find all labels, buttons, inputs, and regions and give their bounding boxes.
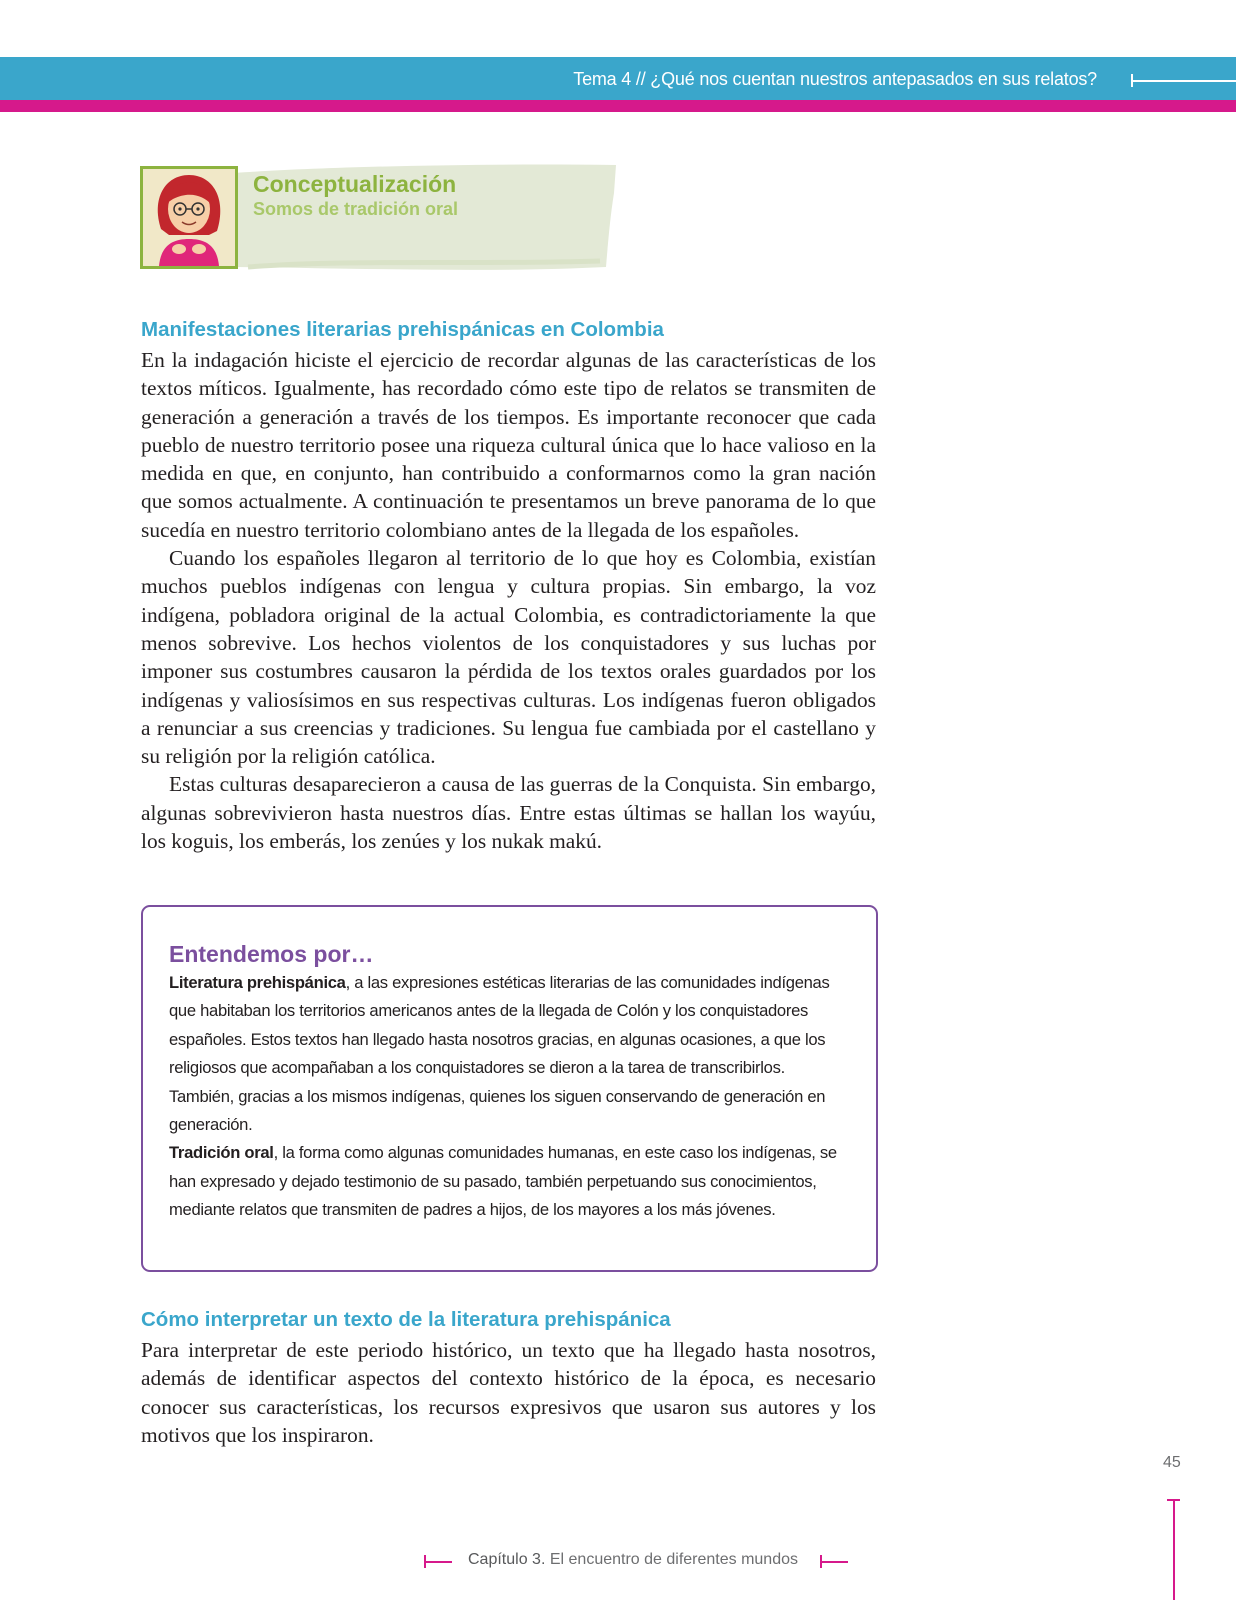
section-body-como-interpretar — [141, 1336, 876, 1449]
teacher-avatar-icon — [143, 169, 235, 266]
definition-term: Tradición oral — [169, 1143, 274, 1163]
banner-subtitle: Somos de tradición oral — [253, 199, 459, 219]
teacher-avatar — [140, 166, 238, 269]
section-body-manifestaciones — [141, 346, 876, 855]
definition-text: , a las expresiones estéticas literarias de las comunidades indígenas que habitaban los territorios americanos antes de la llegada de Colón y los conquistadores españoles. Estos textos han llegado hasta nosotros gracias, en algunas ocasiones, a que los religiosos que acompañaban a los conquistadores se dieron a la tarea de transcribirlos. También, gracias a los mismos indígenas, quienes los siguen conservando de generación en generación. — [169, 973, 830, 1135]
paragraph: En la indagación hiciste el ejercicio de recordar algunas de las características de los textos míticos. Igualmente, has recordado cómo este tipo de relatos se transmiten de generación a generación a través de los tiempos. Es importante reconocer que cada pueblo de nuestro territorio posee una riqueza cultural única que lo hace valioso en la medida en que, en conjunto, han contribuido a conformarnos como la gran nación que somos actualmente. A continuación te presentamos un breve panorama de lo que sucedía en nuestro territorio colombiano antes de la llegada de los españoles. — [141, 348, 876, 542]
footer-chapter-title: El encuentro de diferentes mundos — [549, 1551, 798, 1568]
header-title: Tema 4 // ¿Qué nos cuentan nuestros antepasados en sus relatos? — [573, 69, 1097, 89]
paragraph: Para interpretar de este periodo histórico, un texto que ha llegado hasta nosotros, además de identificar aspectos del contexto histórico de la época, es necesario conocer sus características, los recursos expresivos que usaron sus autores y los motivos que los inspiraron. — [141, 1338, 876, 1447]
definition-text: , la forma como algunas comunidades humanas, en este caso los indígenas, se han expresado y dejado testimonio de su pasado, también perpetuando sus conocimientos, mediante relatos que transmiten de padres a hijos, de los mayores a los más jóvenes. — [169, 1143, 837, 1220]
footer-chapter-label: Capítulo 3. — [468, 1551, 546, 1568]
definitions-body — [169, 969, 849, 1225]
side-rule — [1173, 1500, 1175, 1600]
definition-item — [169, 1139, 849, 1224]
banner-title: Conceptualización — [253, 171, 457, 197]
footer-rule-right — [820, 1561, 848, 1563]
footer-rule-cap-right — [820, 1555, 822, 1568]
section-heading-manifestaciones: Manifestaciones literarias prehispánicas en Colombia — [141, 318, 664, 341]
footer-chapter — [468, 1551, 798, 1569]
page-number: 45 — [1163, 1454, 1181, 1471]
section-heading-como-interpretar: Cómo interpretar un texto de la literatura prehispánica — [141, 1308, 671, 1331]
header-rule — [1132, 80, 1236, 82]
definitions-title: Entendemos por… — [169, 941, 374, 967]
footer-rule-left — [424, 1561, 452, 1563]
paragraph: Estas culturas desaparecieron a causa de las guerras de la Conquista. Sin embargo, algunas sobrevivieron hasta nuestros días. Entre estas últimas se hallan los wayúu, los koguis, los emberás, los zenúes y los nukak makú. — [141, 772, 876, 854]
definition-item — [169, 969, 849, 1139]
definition-term: Literatura prehispánica — [169, 973, 346, 992]
header-accent-stripe — [0, 100, 1236, 112]
paragraph: Cuando los españoles llegaron al territorio de lo que hoy es Colombia, existían muchos pueblos indígenas con lengua y cultura propias. Sin embargo, la voz indígena, pobladora original de la actual Colombia, es contradictoriamente la que menos sobrevive. Los hechos violentos de los conquistadores y sus luchas por imponer sus costumbres causaron la pérdida de los textos orales guardados por los indígenas y valiosísimos en sus respectivas culturas. Los indígenas fueron obligados a renunciar a sus creencias y tradiciones. Su lengua fue cambiada por el castellano y su religión por la religión católica. — [141, 546, 876, 769]
